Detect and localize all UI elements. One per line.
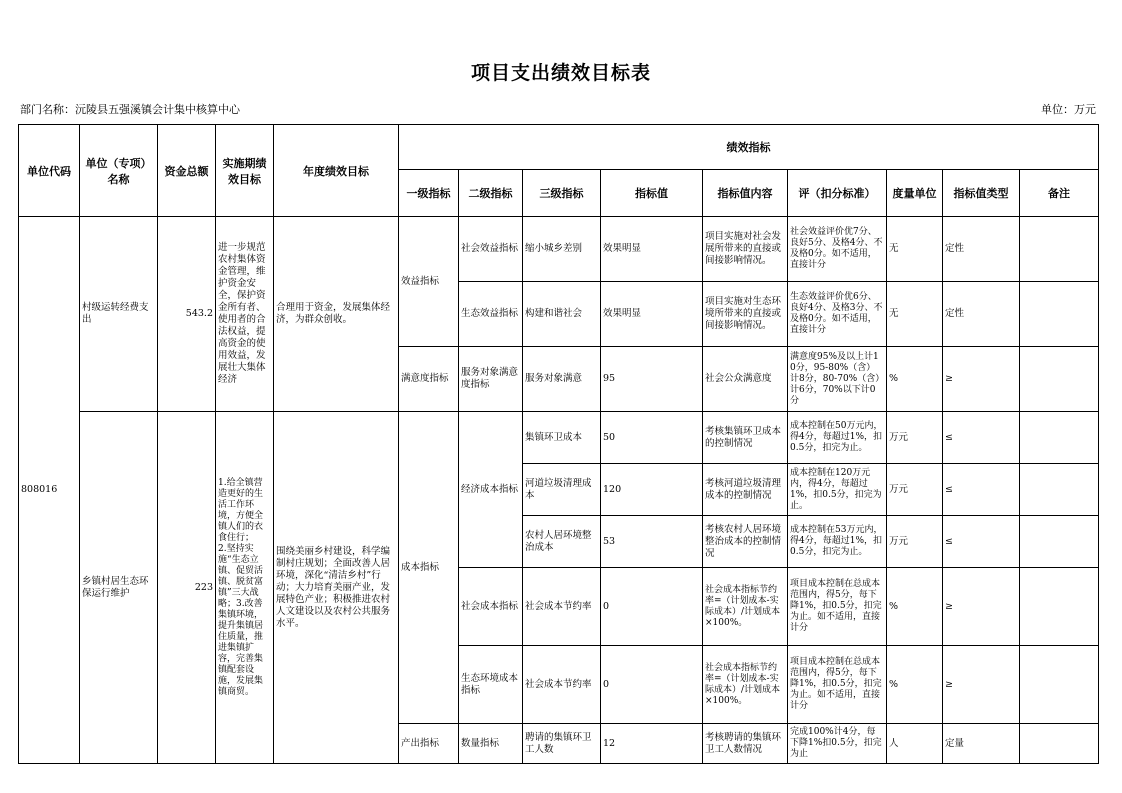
- value-cell: 53: [601, 516, 703, 568]
- header-period-goal: 实施期绩效目标: [216, 125, 274, 217]
- value-type-cell: 定量: [943, 724, 1020, 764]
- department-name: 部门名称：沅陵县五强溪镇会计集中核算中心: [20, 103, 240, 116]
- level3-cell: 集镇环卫成本: [523, 412, 601, 464]
- criteria-cell: 生态效益评价优6分、良好4分、及格3分、不及格0分。如不适用，直接计分: [788, 282, 887, 347]
- value-type-cell: ≤: [943, 464, 1020, 516]
- unit-code-cell: 808016: [19, 217, 80, 764]
- remark-cell: [1020, 724, 1099, 764]
- remark-cell: [1020, 568, 1099, 646]
- header-performance-indicators: 绩效指标: [399, 125, 1099, 170]
- header-level3: 三级指标: [523, 170, 601, 217]
- criteria-cell: 成本控制在50万元内，得4分，每超过1%，扣0.5分，扣完为止。: [788, 412, 887, 464]
- level2-cell: 经济成本指标: [459, 412, 523, 568]
- remark-cell: [1020, 516, 1099, 568]
- value-cell: 95: [601, 347, 703, 412]
- period-goal: 1.给全镇营造更好的生活工作环境，方便全镇人们的衣食住行； 2.坚持实施“生态立镇、促贸活镇、脱贫富镇”三大战略；3.改善集镇环境，提升集镇居住质量，推进集镇扩容，完善集镇配套设施，发展集镇商贸。: [216, 412, 274, 764]
- value-cell: 12: [601, 724, 703, 764]
- remark-cell: [1020, 646, 1099, 724]
- value-cell: 效果明显: [601, 217, 703, 282]
- performance-table: [18, 124, 1099, 764]
- level1-cell: 成本指标: [399, 412, 459, 724]
- measure-unit-cell: 万元: [887, 516, 943, 568]
- level2-cell: 社会效益指标: [459, 217, 523, 282]
- project-name: 村级运转经费支出: [80, 217, 158, 412]
- level2-cell: 数量指标: [459, 724, 523, 764]
- content-cell: 考核集镇环卫成本的控制情况: [703, 412, 788, 464]
- remark-cell: [1020, 347, 1099, 412]
- level3-cell: 缩小城乡差别: [523, 217, 601, 282]
- value-type-cell: ≥: [943, 347, 1020, 412]
- period-goal: 进一步规范农村集体资金管理，维护资金安全，保护资金所有者、使用者的合法权益，提高资金的使用效益，发展壮大集体经济: [216, 217, 274, 412]
- remark-cell: [1020, 464, 1099, 516]
- value-type-cell: ≥: [943, 568, 1020, 646]
- criteria-cell: 社会效益评价优7分、良好5分、及格4分、不及格0分。如不适用，直接计分: [788, 217, 887, 282]
- measure-unit-cell: 人: [887, 724, 943, 764]
- level1-cell: 产出指标: [399, 724, 459, 764]
- level3-cell: 河道垃圾清理成本: [523, 464, 601, 516]
- header-measure-unit: 度量单位: [887, 170, 943, 217]
- criteria-cell: 项目成本控制在总成本范围内，得5分，每下降1%，扣0.5分，扣完为止。如不适用，直接计分: [788, 646, 887, 724]
- criteria-cell: 完成100%计4分，每下降1%扣0.5分，扣完为止: [788, 724, 887, 764]
- project-amount: 223: [158, 412, 216, 764]
- header-unit-name: 单位（专项）名称: [80, 125, 158, 217]
- currency-unit: 单位：万元: [1041, 103, 1096, 116]
- measure-unit-cell: 无: [887, 217, 943, 282]
- header-criteria: 评（扣分标准）: [788, 170, 887, 217]
- value-cell: 0: [601, 646, 703, 724]
- content-cell: 社会成本指标节约率=（计划成本-实际成本）/计划成本×100%。: [703, 646, 788, 724]
- measure-unit-cell: %: [887, 646, 943, 724]
- level1-cell: 满意度指标: [399, 347, 459, 412]
- level3-cell: 农村人居环境整治成本: [523, 516, 601, 568]
- header-total-funds: 资金总额: [158, 125, 216, 217]
- level3-cell: 构建和谐社会: [523, 282, 601, 347]
- content-cell: 考核河道垃圾清理成本的控制情况: [703, 464, 788, 516]
- measure-unit-cell: 无: [887, 282, 943, 347]
- level3-cell: 聘请的集镇环卫工人数: [523, 724, 601, 764]
- annual-goal: 合理用于资金，发展集体经济，为群众创收。: [274, 217, 399, 412]
- remark-cell: [1020, 217, 1099, 282]
- content-cell: 项目实施对生态环境所带来的直接或间接影响情况。: [703, 282, 788, 347]
- value-cell: 50: [601, 412, 703, 464]
- value-cell: 0: [601, 568, 703, 646]
- content-cell: 项目实施对社会发展所带来的直接或间接影响情况。: [703, 217, 788, 282]
- value-type-cell: 定性: [943, 282, 1020, 347]
- level3-cell: 社会成本节约率: [523, 568, 601, 646]
- value-type-cell: ≤: [943, 516, 1020, 568]
- page-title: 项目支出绩效目标表: [470, 62, 651, 84]
- criteria-cell: 成本控制在120万元内，得4分，每超过1%，扣0.5分，扣完为止。: [788, 464, 887, 516]
- remark-cell: [1020, 412, 1099, 464]
- header-level2: 二级指标: [459, 170, 523, 217]
- value-cell: 效果明显: [601, 282, 703, 347]
- level1-cell: 效益指标: [399, 217, 459, 347]
- project-amount: 543.2: [158, 217, 216, 412]
- remark-cell: [1020, 282, 1099, 347]
- header-value: 指标值: [601, 170, 703, 217]
- header-unit-code: 单位代码: [19, 125, 80, 217]
- content-cell: 考核农村人居环境整治成本的控制情况: [703, 516, 788, 568]
- criteria-cell: 成本控制在53万元内，得4分，每超过1%，扣0.5分，扣完为止。: [788, 516, 887, 568]
- content-cell: 社会成本指标节约率=（计划成本-实际成本）/计划成本×100%。: [703, 568, 788, 646]
- value-type-cell: 定性: [943, 217, 1020, 282]
- level2-cell: 生态效益指标: [459, 282, 523, 347]
- measure-unit-cell: 万元: [887, 412, 943, 464]
- criteria-cell: 满意度95%及以上计10分，95-80%（含）计8分，80-70%（含）计6分，70%以下计0分: [788, 347, 887, 412]
- measure-unit-cell: 万元: [887, 464, 943, 516]
- measure-unit-cell: %: [887, 347, 943, 412]
- value-cell: 120: [601, 464, 703, 516]
- level2-cell: 服务对象满意度指标: [459, 347, 523, 412]
- level2-cell: 生态环境成本指标: [459, 646, 523, 724]
- content-cell: 考核聘请的集镇环卫工人数情况: [703, 724, 788, 764]
- criteria-cell: 项目成本控制在总成本范围内，得5分，每下降1%，扣0.5分，扣完为止。如不适用，直接计分: [788, 568, 887, 646]
- value-type-cell: ≥: [943, 646, 1020, 724]
- annual-goal: 围绕美丽乡村建设，科学编制村庄规划；全面改善人居环境，深化“清洁乡村”行动；大力培育美丽产业，发展特色产业；积极推进农村人文建设以及农村公共服务水平。: [274, 412, 399, 764]
- header-value-type: 指标值类型: [943, 170, 1020, 217]
- project-name: 乡镇村居生态环保运行维护: [80, 412, 158, 764]
- level3-cell: 服务对象满意: [523, 347, 601, 412]
- value-type-cell: ≤: [943, 412, 1020, 464]
- header-remark: 备注: [1020, 170, 1099, 217]
- measure-unit-cell: %: [887, 568, 943, 646]
- level3-cell: 社会成本节约率: [523, 646, 601, 724]
- header-annual-goal: 年度绩效目标: [274, 125, 399, 217]
- header-level1: 一级指标: [399, 170, 459, 217]
- content-cell: 社会公众满意度: [703, 347, 788, 412]
- level2-cell: 社会成本指标: [459, 568, 523, 646]
- header-content: 指标值内容: [703, 170, 788, 217]
